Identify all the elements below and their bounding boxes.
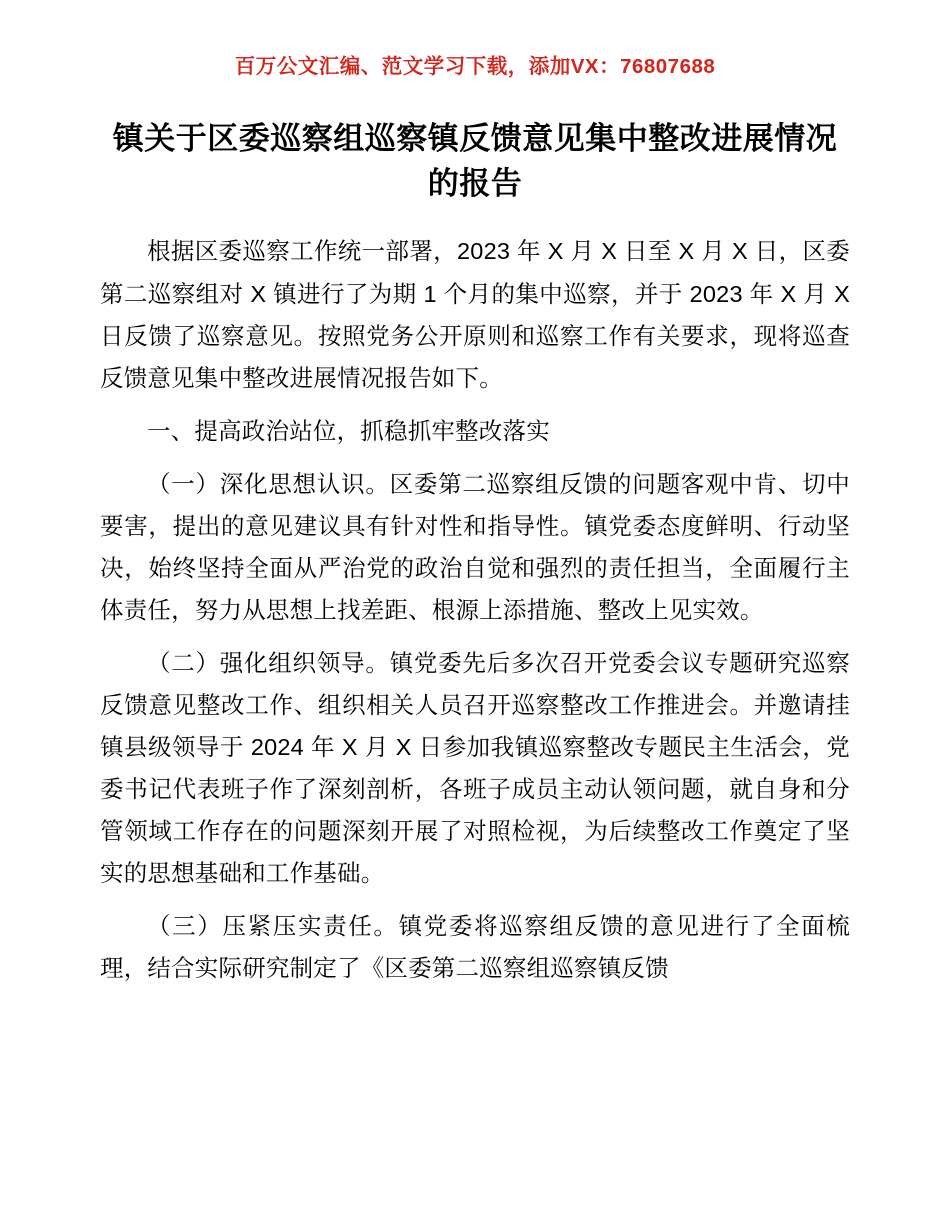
document-body [100, 230, 850, 989]
section-heading-1: 一、提高政治站位，抓稳抓牢整改落实 [147, 417, 550, 444]
watermark-banner: 百万公文汇编、范文学习下载，添加VX：76807688 [234, 55, 716, 78]
paragraph-sub-2: （二）强化组织领导。镇党委先后多次召开党委会议专题研究巡察反馈意见整改工作、组织相关人员召开巡察整改工作推进会。并邀请挂镇县级领导于 2024 年 X 月 X 日参加我镇巡察整改专题民主生活会，党委书记代表班子作了深刻剖析，各班子成员主动认领问题，就自身和分管领域工作存在的问题深刻开展了对照检视，为后续整改工作奠定了坚实的思想基础和工作基础。 [100, 650, 850, 887]
paragraph-sub-3: （三）压紧压实责任。镇党委将巡察组反馈的意见进行了全面梳理，结合实际研究制定了《区委第二巡察组巡察镇反馈 [100, 913, 850, 982]
page-title: 镇关于区委巡察组巡察镇反馈意见集中整改进展情况的报告 [112, 120, 838, 201]
paragraph-sub-1: （一）深化思想认识。区委第二巡察组反馈的问题客观中肯、切中要害，提出的意见建议具有针对性和指导性。镇党委态度鲜明、行动坚决，始终坚持全面从严治党的政治自觉和强烈的责任担当，全面履行主体责任，努力从思想上找差距、根源上添措施、整改上见实效。 [100, 470, 850, 623]
paragraph-intro: 根据区委巡察工作统一部署，2023 年 X 月 X 日至 X 月 X 日，区委第二巡察组对 X 镇进行了为期 1 个月的集中巡察，并于 2023 年 X 月 X 日反馈了巡察意见。按照党务公开原则和巡察工作有关要求，现将巡查反馈意见集中整改进展情况报告如下。 [100, 238, 850, 391]
